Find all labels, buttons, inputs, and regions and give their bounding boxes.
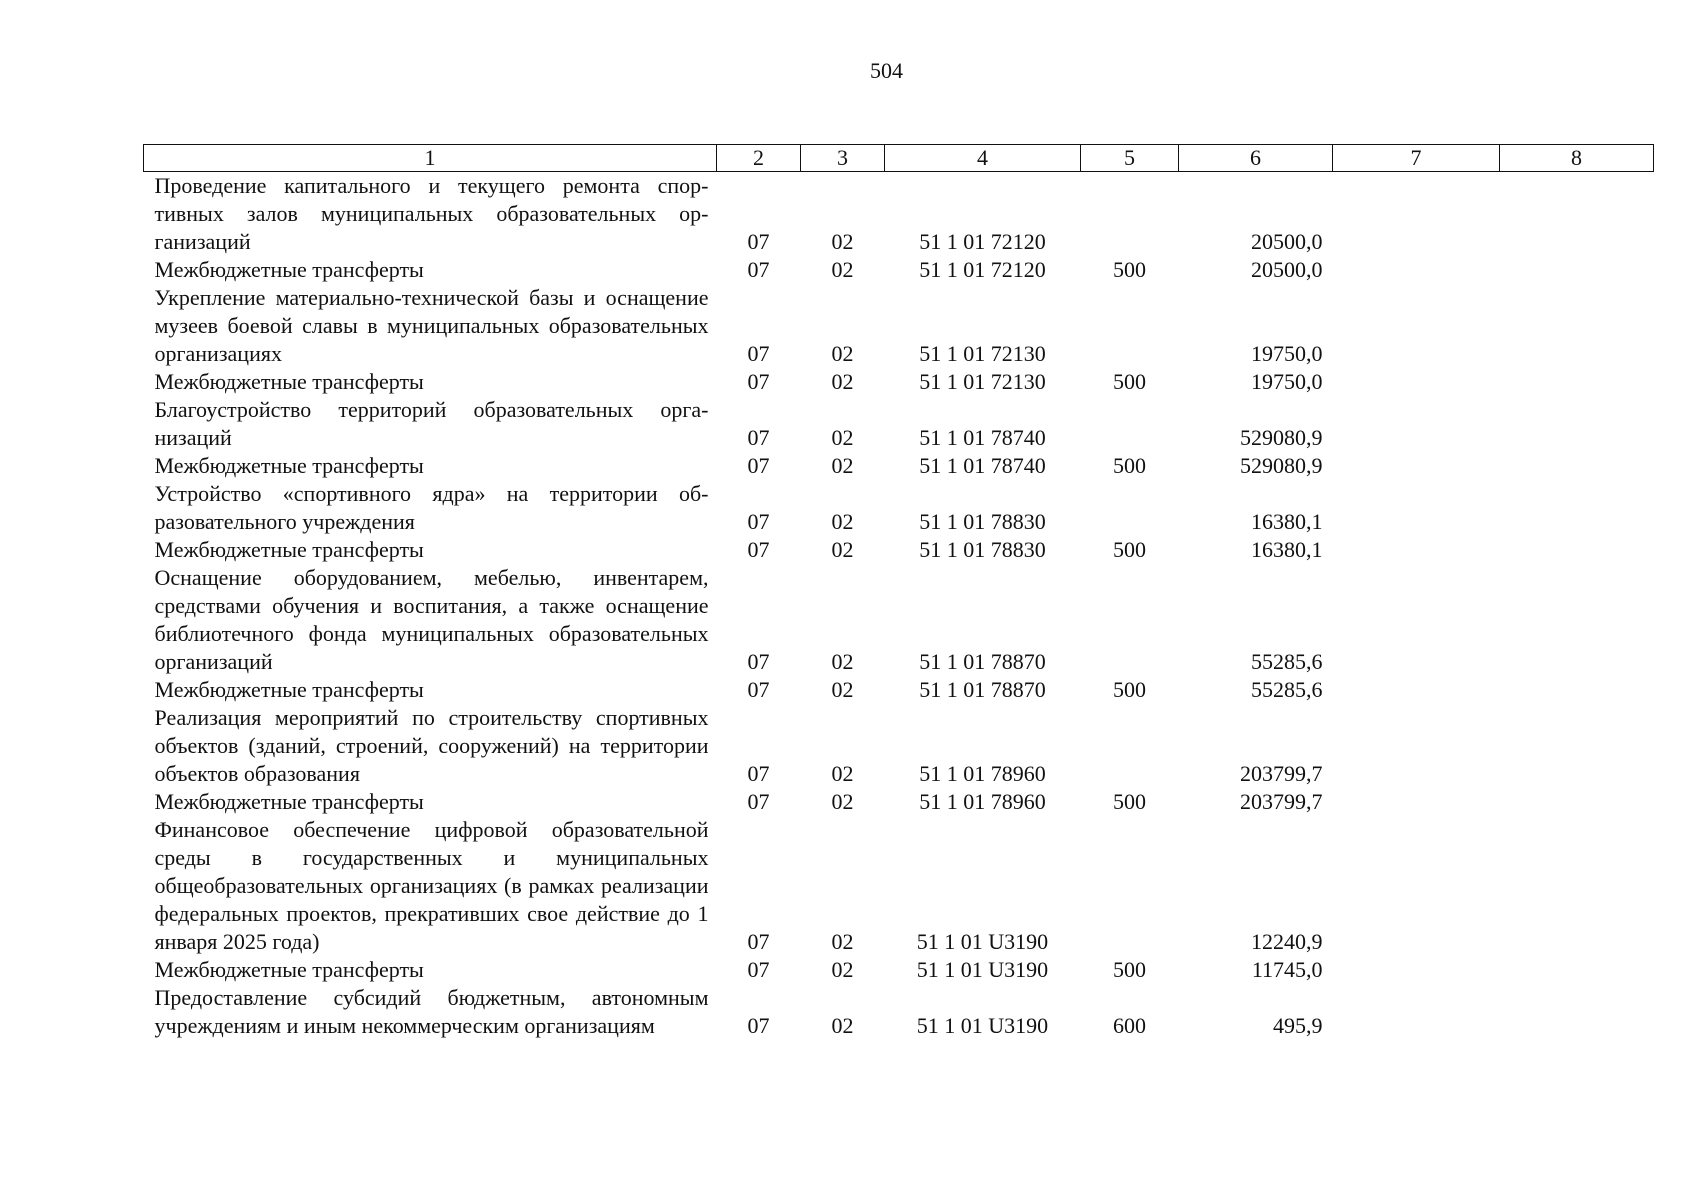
row-section-code: 07 <box>747 369 770 394</box>
row-name: Финансовое обеспечение цифровой образовательной среды в государственных и муниципальных общеобразовательных организациях (в рамках реализации федеральных проектов, прекративших свое действие до 1 января 2025 года) <box>154 817 709 954</box>
row-amount: 11745,0 <box>1251 957 1323 982</box>
row-subsection-code: 02 <box>831 257 854 282</box>
table-row <box>144 256 1654 284</box>
row-expense-type-code: 500 <box>1113 257 1146 282</box>
column-header-1: 1 <box>144 145 717 172</box>
row-name: Межбюджетные трансферты <box>154 369 424 394</box>
row-section-code: 07 <box>747 537 770 562</box>
row-section-code: 07 <box>747 761 770 786</box>
row-column-7 <box>1333 452 1500 480</box>
row-section-code: 07 <box>747 649 770 674</box>
column-header-6: 6 <box>1179 145 1333 172</box>
row-column-7 <box>1333 984 1500 1040</box>
table-row <box>144 396 1654 452</box>
row-section-code: 07 <box>747 229 770 254</box>
row-name: Укрепление материально-технической базы и оснащение музеев боевой славы в муниципальных образовательных организациях <box>154 285 709 366</box>
table-row <box>144 816 1654 956</box>
row-subsection-code: 02 <box>831 537 854 562</box>
row-expense-type-code: 500 <box>1113 677 1146 702</box>
row-column-8 <box>1500 676 1654 704</box>
row-section-code: 07 <box>747 677 770 702</box>
row-expense-type-code: 500 <box>1113 789 1146 814</box>
row-target-article-code: 51 1 01 U3190 <box>916 1013 1049 1038</box>
row-amount: 529080,9 <box>1240 453 1323 478</box>
header-row <box>144 145 1654 172</box>
row-subsection-code: 02 <box>831 957 854 982</box>
row-section-code: 07 <box>747 509 770 534</box>
row-subsection-code: 02 <box>831 341 854 366</box>
row-expense-type-code: 500 <box>1113 957 1146 982</box>
row-name: Межбюджетные трансферты <box>154 677 424 702</box>
row-amount: 55285,6 <box>1251 649 1323 674</box>
table-row <box>144 172 1654 257</box>
row-target-article-code: 51 1 01 78870 <box>919 677 1046 702</box>
column-header-8: 8 <box>1500 145 1654 172</box>
row-amount: 12240,9 <box>1251 929 1323 954</box>
row-subsection-code: 02 <box>831 453 854 478</box>
table-row <box>144 676 1654 704</box>
row-column-7 <box>1333 284 1500 368</box>
row-target-article-code: 51 1 01 78740 <box>919 425 1046 450</box>
row-name: Межбюджетные трансферты <box>154 537 424 562</box>
row-section-code: 07 <box>747 453 770 478</box>
table-row <box>144 536 1654 564</box>
row-amount: 19750,0 <box>1251 369 1323 394</box>
row-expense-type-code: 500 <box>1113 453 1146 478</box>
row-amount: 16380,1 <box>1251 537 1323 562</box>
row-expense-type-code <box>1081 564 1179 676</box>
row-name: Межбюджетные трансферты <box>154 453 424 478</box>
row-column-8 <box>1500 172 1654 257</box>
row-column-8 <box>1500 956 1654 984</box>
row-amount: 495,9 <box>1273 1013 1323 1038</box>
row-name: Благоустройство территорий образовательных организаций <box>154 397 709 450</box>
row-column-7 <box>1333 676 1500 704</box>
row-column-8 <box>1500 816 1654 956</box>
row-section-code: 07 <box>747 341 770 366</box>
row-subsection-code: 02 <box>831 425 854 450</box>
row-name: Предоставление субсидий бюджетным, автономным учреждениям и иным некоммерческим организациям <box>154 985 709 1038</box>
row-subsection-code: 02 <box>831 761 854 786</box>
row-column-7 <box>1333 396 1500 452</box>
row-column-8 <box>1500 564 1654 676</box>
row-column-7 <box>1333 704 1500 788</box>
row-section-code: 07 <box>747 929 770 954</box>
table-row <box>144 704 1654 788</box>
row-column-7 <box>1333 788 1500 816</box>
row-subsection-code: 02 <box>831 229 854 254</box>
row-subsection-code: 02 <box>831 369 854 394</box>
row-target-article-code: 51 1 01 72130 <box>919 369 1046 394</box>
row-column-8 <box>1500 984 1654 1040</box>
column-header-2: 2 <box>717 145 801 172</box>
row-amount: 20500,0 <box>1251 229 1323 254</box>
row-target-article-code: 51 1 01 U3190 <box>916 957 1049 982</box>
row-name: Межбюджетные трансферты <box>154 957 424 982</box>
table-row <box>144 788 1654 816</box>
row-amount: 55285,6 <box>1251 677 1323 702</box>
row-column-7 <box>1333 480 1500 536</box>
row-column-7 <box>1333 172 1500 257</box>
table-row <box>144 452 1654 480</box>
row-column-8 <box>1500 704 1654 788</box>
row-subsection-code: 02 <box>831 1013 854 1038</box>
row-name: Реализация мероприятий по строительству спортивных объектов (зданий, строений, сооружений) на территории объектов образования <box>154 705 709 786</box>
column-header-4: 4 <box>885 145 1081 172</box>
row-column-8 <box>1500 480 1654 536</box>
page-number: 504 <box>870 58 903 83</box>
row-column-7 <box>1333 564 1500 676</box>
row-expense-type-code: 600 <box>1113 1013 1146 1038</box>
budget-table <box>143 144 1654 1040</box>
row-subsection-code: 02 <box>831 649 854 674</box>
table-row <box>144 284 1654 368</box>
row-name: Устройство «спортивного ядра» на территории образовательного учреждения <box>154 481 709 534</box>
row-section-code: 07 <box>747 789 770 814</box>
row-target-article-code: 51 1 01 78740 <box>919 453 1046 478</box>
row-target-article-code: 51 1 01 U3190 <box>916 929 1049 954</box>
row-expense-type-code <box>1081 396 1179 452</box>
row-target-article-code: 51 1 01 72130 <box>919 341 1046 366</box>
row-column-7 <box>1333 368 1500 396</box>
row-amount: 203799,7 <box>1240 789 1323 814</box>
table-header <box>144 145 1654 172</box>
column-header-5: 5 <box>1081 145 1179 172</box>
row-name: Межбюджетные трансферты <box>154 257 424 282</box>
row-column-8 <box>1500 396 1654 452</box>
row-column-8 <box>1500 284 1654 368</box>
row-amount: 529080,9 <box>1240 425 1323 450</box>
row-subsection-code: 02 <box>831 509 854 534</box>
row-column-7 <box>1333 816 1500 956</box>
row-subsection-code: 02 <box>831 677 854 702</box>
row-target-article-code: 51 1 01 78830 <box>919 537 1046 562</box>
row-expense-type-code <box>1081 284 1179 368</box>
row-amount: 19750,0 <box>1251 341 1323 366</box>
row-expense-type-code <box>1081 816 1179 956</box>
row-column-8 <box>1500 452 1654 480</box>
row-amount: 203799,7 <box>1240 761 1323 786</box>
row-expense-type-code <box>1081 480 1179 536</box>
row-column-8 <box>1500 368 1654 396</box>
table-body <box>144 172 1654 1041</box>
row-expense-type-code <box>1081 704 1179 788</box>
row-expense-type-code: 500 <box>1113 537 1146 562</box>
row-name: Проведение капитального и текущего ремонта спортивных залов муниципальных образовательных организаций <box>154 173 709 254</box>
table-row <box>144 564 1654 676</box>
row-target-article-code: 51 1 01 72120 <box>919 257 1046 282</box>
row-column-8 <box>1500 788 1654 816</box>
row-expense-type-code <box>1081 172 1179 257</box>
row-amount: 16380,1 <box>1251 509 1323 534</box>
row-section-code: 07 <box>747 257 770 282</box>
row-target-article-code: 51 1 01 78830 <box>919 509 1046 534</box>
column-header-3: 3 <box>801 145 885 172</box>
row-target-article-code: 51 1 01 72120 <box>919 229 1046 254</box>
row-target-article-code: 51 1 01 78960 <box>919 789 1046 814</box>
row-subsection-code: 02 <box>831 789 854 814</box>
row-name: Межбюджетные трансферты <box>154 789 424 814</box>
table-row <box>144 956 1654 984</box>
row-column-8 <box>1500 256 1654 284</box>
row-section-code: 07 <box>747 1013 770 1038</box>
row-column-8 <box>1500 536 1654 564</box>
row-column-7 <box>1333 256 1500 284</box>
row-expense-type-code: 500 <box>1113 369 1146 394</box>
row-target-article-code: 51 1 01 78870 <box>919 649 1046 674</box>
row-name: Оснащение оборудованием, мебелью, инвентарем, средствами обучения и воспитания, а также оснащение библиотечного фонда муниципальных образовательных организаций <box>154 565 709 674</box>
row-section-code: 07 <box>747 957 770 982</box>
row-section-code: 07 <box>747 425 770 450</box>
row-subsection-code: 02 <box>831 929 854 954</box>
column-header-7: 7 <box>1333 145 1500 172</box>
table-row <box>144 480 1654 536</box>
table-row <box>144 368 1654 396</box>
row-amount: 20500,0 <box>1251 257 1323 282</box>
row-column-7 <box>1333 536 1500 564</box>
row-column-7 <box>1333 956 1500 984</box>
table-row <box>144 984 1654 1040</box>
row-target-article-code: 51 1 01 78960 <box>919 761 1046 786</box>
